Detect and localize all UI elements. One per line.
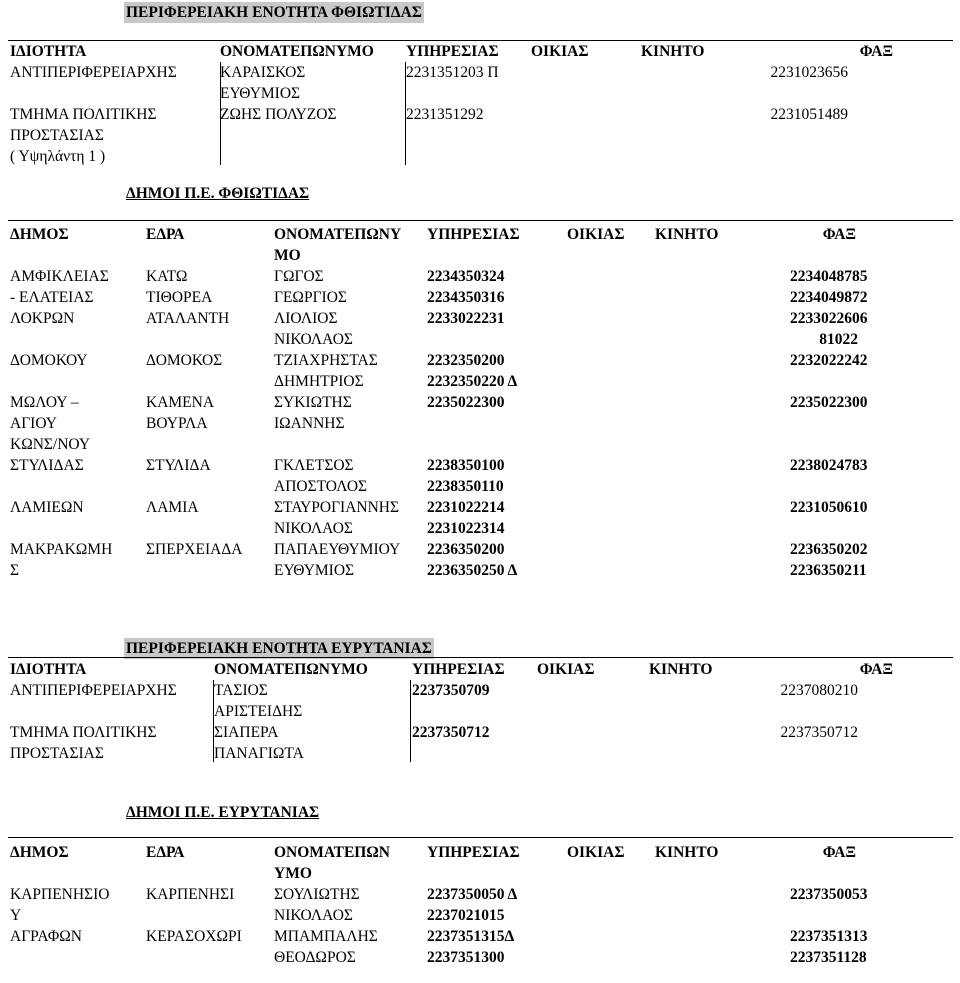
fax-cell: 2235022300 — [790, 394, 868, 411]
header-fax: ΦΑΞ — [822, 226, 856, 243]
section-title-evrytania-region — [124, 638, 434, 659]
municipality-cell: ΜΑΚΡΑΚΩΜΗ Σ — [10, 541, 113, 579]
header-fax: ΦΑΞ — [859, 43, 893, 60]
section-title-text: ΔΗΜΟΙ Π.Ε. ΕΥΡΥΤΑΝΙΑΣ — [126, 804, 320, 821]
fax-cell: 2237350712 — [780, 724, 858, 741]
fax-cell: 2231050610 — [790, 499, 868, 516]
section-title-text: ΔΗΜΟΙ Π.Ε. ΦΘΙΩΤΙΔΑΣ — [126, 185, 310, 202]
fullname-cell: ΜΠΑΜΠΑΛΗΣ ΘΕΟΔΩΡΟΣ — [274, 928, 378, 966]
header-fullname: ΟΝΟΜΑΤΕΠΩΝΥ ΜΟ — [274, 226, 402, 264]
fullname-cell: ΓΚΛΕΤΣΟΣ ΑΠΟΣΤΟΛΟΣ — [274, 457, 368, 495]
header-office-phone: ΥΠΗΡΕΣΙΑΣ — [412, 661, 505, 678]
header-home-phone: ΟΙΚΙΑΣ — [531, 43, 589, 60]
header-capacity: ΙΔΙΟΤΗΤΑ — [10, 661, 87, 678]
seat-cell: ΣΤΥΛΙΔΑ — [146, 457, 211, 474]
fax-cell: 2237080210 — [780, 682, 858, 699]
header-fullname: ΟΝΟΜΑΤΕΠΩΝΥΜΟ — [220, 43, 374, 60]
header-seat: ΕΔΡΑ — [146, 844, 185, 861]
municipality-cell: ΣΤΥΛΙΔΑΣ — [10, 457, 84, 474]
municipality-cell: ΑΓΡΑΦΩΝ — [10, 928, 82, 945]
table-header-row — [8, 224, 948, 266]
office-phone-cell: 2231351292 — [406, 106, 484, 123]
fullname-cell: ΣΤΑΥΡΟΓΙΑΝΝΗΣ ΝΙΚΟΛΑΟΣ — [274, 499, 400, 537]
header-mobile: ΚΙΝΗΤΟ — [655, 226, 719, 243]
fullname-cell: ΣΟΥΛΙΩΤΗΣ ΝΙΚΟΛΑΟΣ — [274, 886, 360, 924]
fax-cell: 2236350202 2236350211 — [790, 541, 868, 579]
capacity-cell: ΑΝΤΙΠΕΡΙΦΕΡΕΙΑΡΧΗΣ — [10, 64, 177, 81]
table-row — [8, 350, 948, 392]
table-row — [8, 266, 948, 308]
office-phone-cell: 2232350200 2232350220 Δ — [427, 352, 518, 390]
table-row — [8, 308, 948, 350]
fax-cell: 2238024783 — [790, 457, 868, 474]
capacity-cell: ΤΜΗΜΑ ΠΟΛΙΤΙΚΗΣ ΠΡΟΣΤΑΣΙΑΣ — [10, 724, 157, 762]
municipality-cell: ΜΩΛΟΥ – ΑΓΙΟΥ ΚΩΝΣ/ΝΟΥ — [10, 394, 91, 453]
header-municipality: ΔΗΜΟΣ — [10, 226, 69, 243]
header-home-phone: ΟΙΚΙΑΣ — [537, 661, 595, 678]
municipality-cell: ΛΑΜΙΕΩΝ — [10, 499, 84, 516]
seat-cell: ΣΠΕΡΧΕΙΑΔΑ — [146, 541, 243, 558]
office-phone-cell: 2231022214 2231022314 — [427, 499, 505, 537]
municipality-cell: ΚΑΡΠΕΝΗΣΙΟ Υ — [10, 886, 110, 924]
section-title-text: ΠΕΡΙΦΕΡΕΙΑΚΗ ΕΝΟΤΗΤΑ ΕΥΡΥΤΑΝΙΑΣ — [126, 640, 432, 657]
header-mobile: ΚΙΝΗΤΟ — [649, 661, 713, 678]
seat-cell: ΚΑΜΕΝΑ ΒΟΥΡΛΑ — [146, 394, 215, 432]
table-row — [8, 539, 948, 581]
table-row — [8, 455, 948, 497]
office-phone-cell: 2231351203 Π — [406, 64, 499, 81]
header-fax: ΦΑΞ — [822, 844, 856, 861]
section-title-fthiotida-region — [124, 2, 424, 23]
fullname-cell: ΤΑΣΙΟΣ ΑΡΙΣΤΕΙΔΗΣ — [214, 682, 303, 720]
header-office-phone: ΥΠΗΡΕΣΙΑΣ — [427, 226, 520, 243]
office-phone-cell: 2237350709 — [412, 682, 490, 699]
table-row — [8, 722, 953, 764]
header-mobile: ΚΙΝΗΤΟ — [655, 844, 719, 861]
fullname-cell: ΤΖΙΑΧΡΗΣΤΑΣ ΔΗΜΗΤΡΙΟΣ — [274, 352, 378, 390]
evrytania-region-table — [8, 659, 953, 764]
seat-cell: ΚΑΡΠΕΝΗΣΙ — [146, 886, 235, 903]
office-phone-cell: 2235022300 — [427, 394, 505, 411]
fullname-cell: ΣΥΚΙΩΤΗΣ ΙΩΑΝΝΗΣ — [274, 394, 352, 432]
header-office-phone: ΥΠΗΡΕΣΙΑΣ — [427, 844, 520, 861]
seat-cell: ΚΕΡΑΣΟΧΩΡΙ — [146, 928, 242, 945]
table-row — [8, 497, 948, 539]
header-office-phone: ΥΠΗΡΕΣΙΑΣ — [406, 43, 499, 60]
table-top-rule — [8, 837, 953, 838]
office-phone-cell: 2237351315Δ 2237351300 — [427, 928, 515, 966]
fax-cell: 2231023656 — [770, 64, 848, 81]
office-phone-cell: 2233022231 — [427, 310, 505, 327]
fullname-cell: ΚΑΡΑΙΣΚΟΣ ΕΥΘΥΜΙΟΣ — [220, 64, 306, 102]
seat-cell: ΔΟΜΟΚΟΣ — [146, 352, 223, 369]
table-row — [8, 104, 953, 167]
fullname-cell: ΓΩΓΟΣ ΓΕΩΡΓΙΟΣ — [274, 268, 347, 306]
table-row — [8, 884, 948, 926]
table-row — [8, 392, 948, 455]
table-row — [8, 680, 953, 722]
office-phone-cell: 2236350200 2236350250 Δ — [427, 541, 518, 579]
table-header-row — [8, 842, 948, 884]
header-home-phone: ΟΙΚΙΑΣ — [567, 226, 625, 243]
fax-cell: 2231051489 — [770, 106, 848, 123]
municipality-cell: ΔΟΜΟΚΟΥ — [10, 352, 88, 369]
header-mobile: ΚΙΝΗΤΟ — [641, 43, 705, 60]
evrytania-municipalities-table — [8, 842, 948, 968]
header-fullname: ΟΝΟΜΑΤΕΠΩΝ ΥΜΟ — [274, 844, 390, 882]
header-capacity: ΙΔΙΟΤΗΤΑ — [10, 43, 87, 60]
fullname-cell: ΛΙΟΛΙΟΣ ΝΙΚΟΛΑΟΣ — [274, 310, 353, 348]
section-title-fthiotida-municipalities — [126, 183, 309, 204]
fax-cell: 2232022242 — [790, 352, 868, 369]
table-row — [8, 926, 948, 968]
fax-cell: 2237351313 2237351128 — [790, 928, 868, 966]
seat-cell: ΑΤΑΛΑΝΤΗ — [146, 310, 230, 327]
section-title-evrytania-municipalities — [126, 802, 319, 823]
fullname-cell: ΣΙΑΠΕΡΑ ΠΑΝΑΓΙΩΤΑ — [214, 724, 304, 762]
municipality-cell: ΑΜΦΙΚΛΕΙΑΣ - ΕΛΑΤΕΙΑΣ — [10, 268, 109, 306]
fullname-cell: ΖΩΗΣ ΠΟΛΥΖΟΣ — [220, 106, 337, 123]
header-seat: ΕΔΡΑ — [146, 226, 185, 243]
table-top-rule — [8, 220, 953, 221]
seat-cell: ΛΑΜΙΑ — [146, 499, 199, 516]
office-phone-cell: 2237350712 — [412, 724, 490, 741]
table-header-row — [8, 659, 953, 680]
fax-cell: 2234048785 2234049872 — [790, 268, 868, 306]
capacity-cell: ΤΜΗΜΑ ΠΟΛΙΤΙΚΗΣ ΠΡΟΣΤΑΣΙΑΣ ( Υψηλάντη 1 ) — [10, 106, 157, 165]
fullname-cell: ΠΑΠΑΕΥΘΥΜΙΟΥ ΕΥΘΥΜΙΟΣ — [274, 541, 401, 579]
office-phone-cell: 2237350050 Δ 2237021015 — [427, 886, 518, 924]
table-header-row — [8, 41, 953, 62]
section-title-text: ΠΕΡΙΦΕΡΕΙΑΚΗ ΕΝΟΤΗΤΑ ΦΘΙΩΤΙΔΑΣ — [126, 4, 422, 21]
office-phone-cell: 2234350324 2234350316 — [427, 268, 505, 306]
capacity-cell: ΑΝΤΙΠΕΡΙΦΕΡΕΙΑΡΧΗΣ — [10, 682, 177, 699]
seat-cell: ΚΑΤΩ ΤΙΘΟΡΕΑ — [146, 268, 213, 306]
table-row — [8, 62, 953, 104]
fthiotida-region-table — [8, 41, 953, 167]
header-home-phone: ΟΙΚΙΑΣ — [567, 844, 625, 861]
header-fullname: ΟΝΟΜΑΤΕΠΩΝΥΜΟ — [214, 661, 368, 678]
header-fax: ΦΑΞ — [859, 661, 893, 678]
fax-cell: 2233022606 81022 — [790, 310, 868, 348]
table-top-rule — [8, 657, 953, 658]
fax-cell: 2237350053 — [790, 886, 868, 903]
header-municipality: ΔΗΜΟΣ — [10, 844, 69, 861]
municipality-cell: ΛΟΚΡΩΝ — [10, 310, 75, 327]
fthiotida-municipalities-table — [8, 224, 948, 581]
office-phone-cell: 2238350100 2238350110 — [427, 457, 505, 495]
